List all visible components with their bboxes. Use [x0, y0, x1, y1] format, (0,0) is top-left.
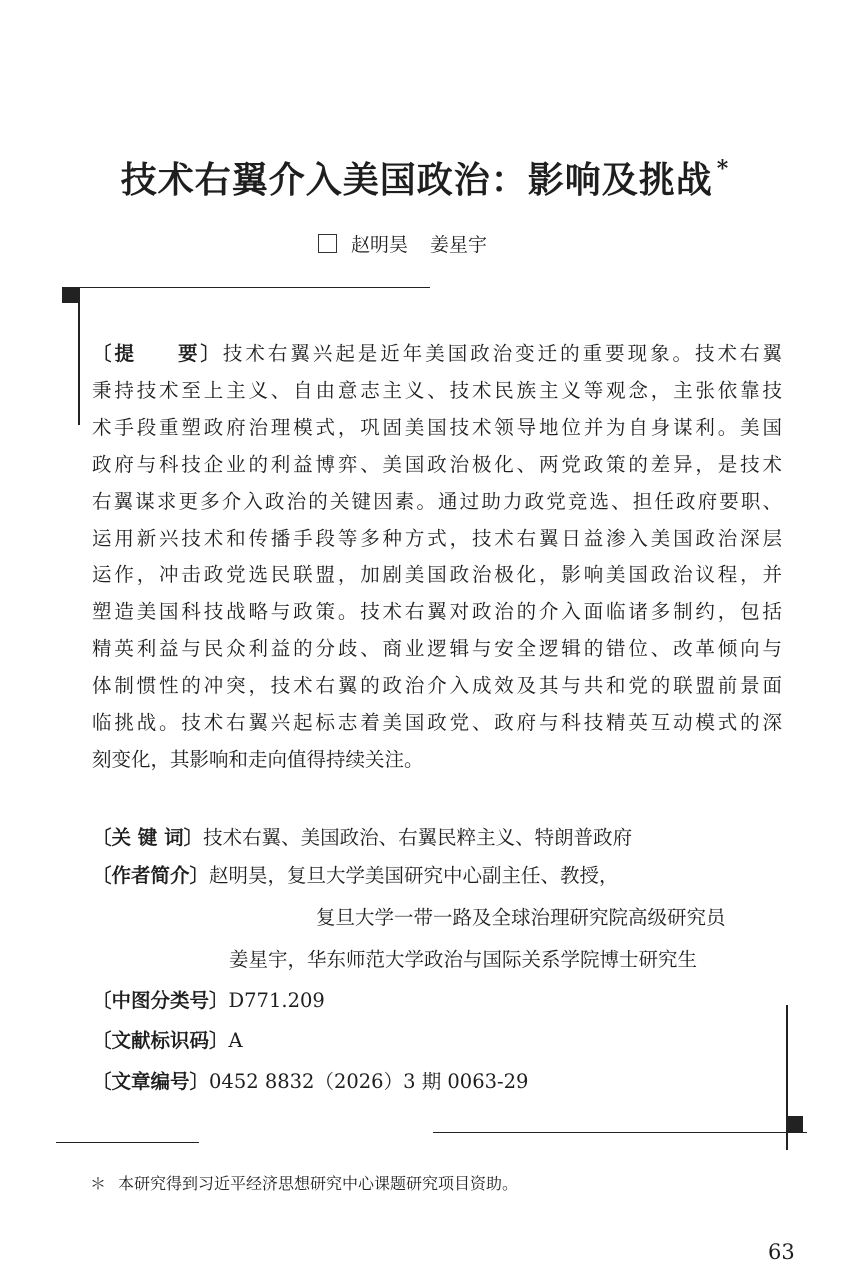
title-text: 技术右翼介入美国政治：影响及挑战	[120, 160, 713, 201]
abstract	[92, 336, 782, 779]
footnote-rule	[56, 1142, 199, 1143]
author-box-icon	[318, 234, 337, 253]
footnote-text: 本研究得到习近平经济思想研究中心课题研究项目资助。	[118, 1174, 519, 1193]
article-no-label: 〔文章编号〕	[92, 1070, 210, 1093]
page-number: 63	[768, 1240, 795, 1264]
doc-code-label: 〔文献标识码〕	[92, 1029, 229, 1052]
abstract-line: 秉持技术至上主义、自由意志主义、技术民族主义等观念，主张依靠技	[92, 378, 782, 402]
frame-top-rule	[62, 287, 430, 288]
frame-bottom-right-square	[787, 1116, 803, 1132]
author-intro-line-1: 赵明昊，复旦大学美国研究中心副主任、教授，	[209, 864, 619, 887]
author-line	[318, 230, 487, 257]
footnote-mark: ＊	[90, 1174, 107, 1193]
author-intro	[92, 860, 619, 888]
article-no-value: 0452 8832（2026）3 期 0063-29	[209, 1070, 529, 1093]
abstract-line: 刻变化，其影响和走向值得持续关注。	[92, 747, 424, 771]
abstract-line: 政府与科技企业的利益博弈、美国政治极化、两党政策的差异，是技术	[92, 452, 782, 476]
article-number	[92, 1066, 528, 1094]
abstract-line: 右翼谋求更多介入政治的关键因素。通过助力政党竞选、担任政府要职、	[92, 489, 782, 513]
keywords	[92, 822, 632, 850]
clc-value: D771.209	[228, 989, 325, 1012]
keywords-label: 〔关 键 词〕	[92, 826, 204, 849]
doc-code-value: A	[228, 1029, 243, 1052]
author-name-2: 姜星宇	[430, 234, 488, 256]
frame-left-rule	[78, 287, 80, 425]
abstract-line: 精英利益与民众利益的分歧、商业逻辑与安全逻辑的错位、改革倾向与	[92, 637, 782, 661]
clc-label: 〔中图分类号〕	[92, 989, 229, 1012]
abstract-line: 体制惯性的冲突，技术右翼的政治介入成效及其与共和党的联盟前景面	[92, 674, 782, 698]
abstract-line: 运用新兴技术和传播手段等多种方式，技术右翼日益渗入美国政治深层	[92, 526, 782, 550]
author-intro-line-2: 复旦大学一带一路及全球治理研究院高级研究员	[316, 906, 726, 929]
footnote	[90, 1171, 518, 1194]
article-title	[0, 152, 850, 203]
frame-bottom-rule	[433, 1132, 807, 1133]
title-footnote-mark: *	[716, 156, 730, 182]
author-intro-label: 〔作者简介〕	[92, 864, 210, 887]
abstract-line: 术手段重塑政府治理模式，巩固美国技术领导地位并为自身谋利。美国	[92, 415, 782, 439]
abstract-line: 临挑战。技术右翼兴起标志着美国政党、政府与科技精英互动模式的深	[92, 711, 782, 735]
author-intro-line-3: 姜星宇，华东师范大学政治与国际关系学院博士研究生	[229, 948, 698, 971]
abstract-line: 〔提 要〕技术右翼兴起是近年美国政治变迁的重要现象。技术右翼	[92, 342, 782, 365]
abstract-line: 运作，冲击政党选民联盟，加剧美国政治极化，影响美国政治议程，并	[92, 563, 782, 587]
frame-top-left-square	[62, 287, 78, 303]
document-code	[92, 1025, 243, 1053]
author-name-1: 赵明昊	[351, 234, 409, 256]
abstract-line: 塑造美国科技战略与政策。技术右翼对政治的介入面临诸多制约，包括	[92, 600, 782, 624]
clc-number	[92, 985, 325, 1013]
keywords-text: 技术右翼、美国政治、右翼民粹主义、特朗普政府	[203, 826, 633, 849]
abstract-label: 〔提 要〕	[92, 342, 223, 365]
